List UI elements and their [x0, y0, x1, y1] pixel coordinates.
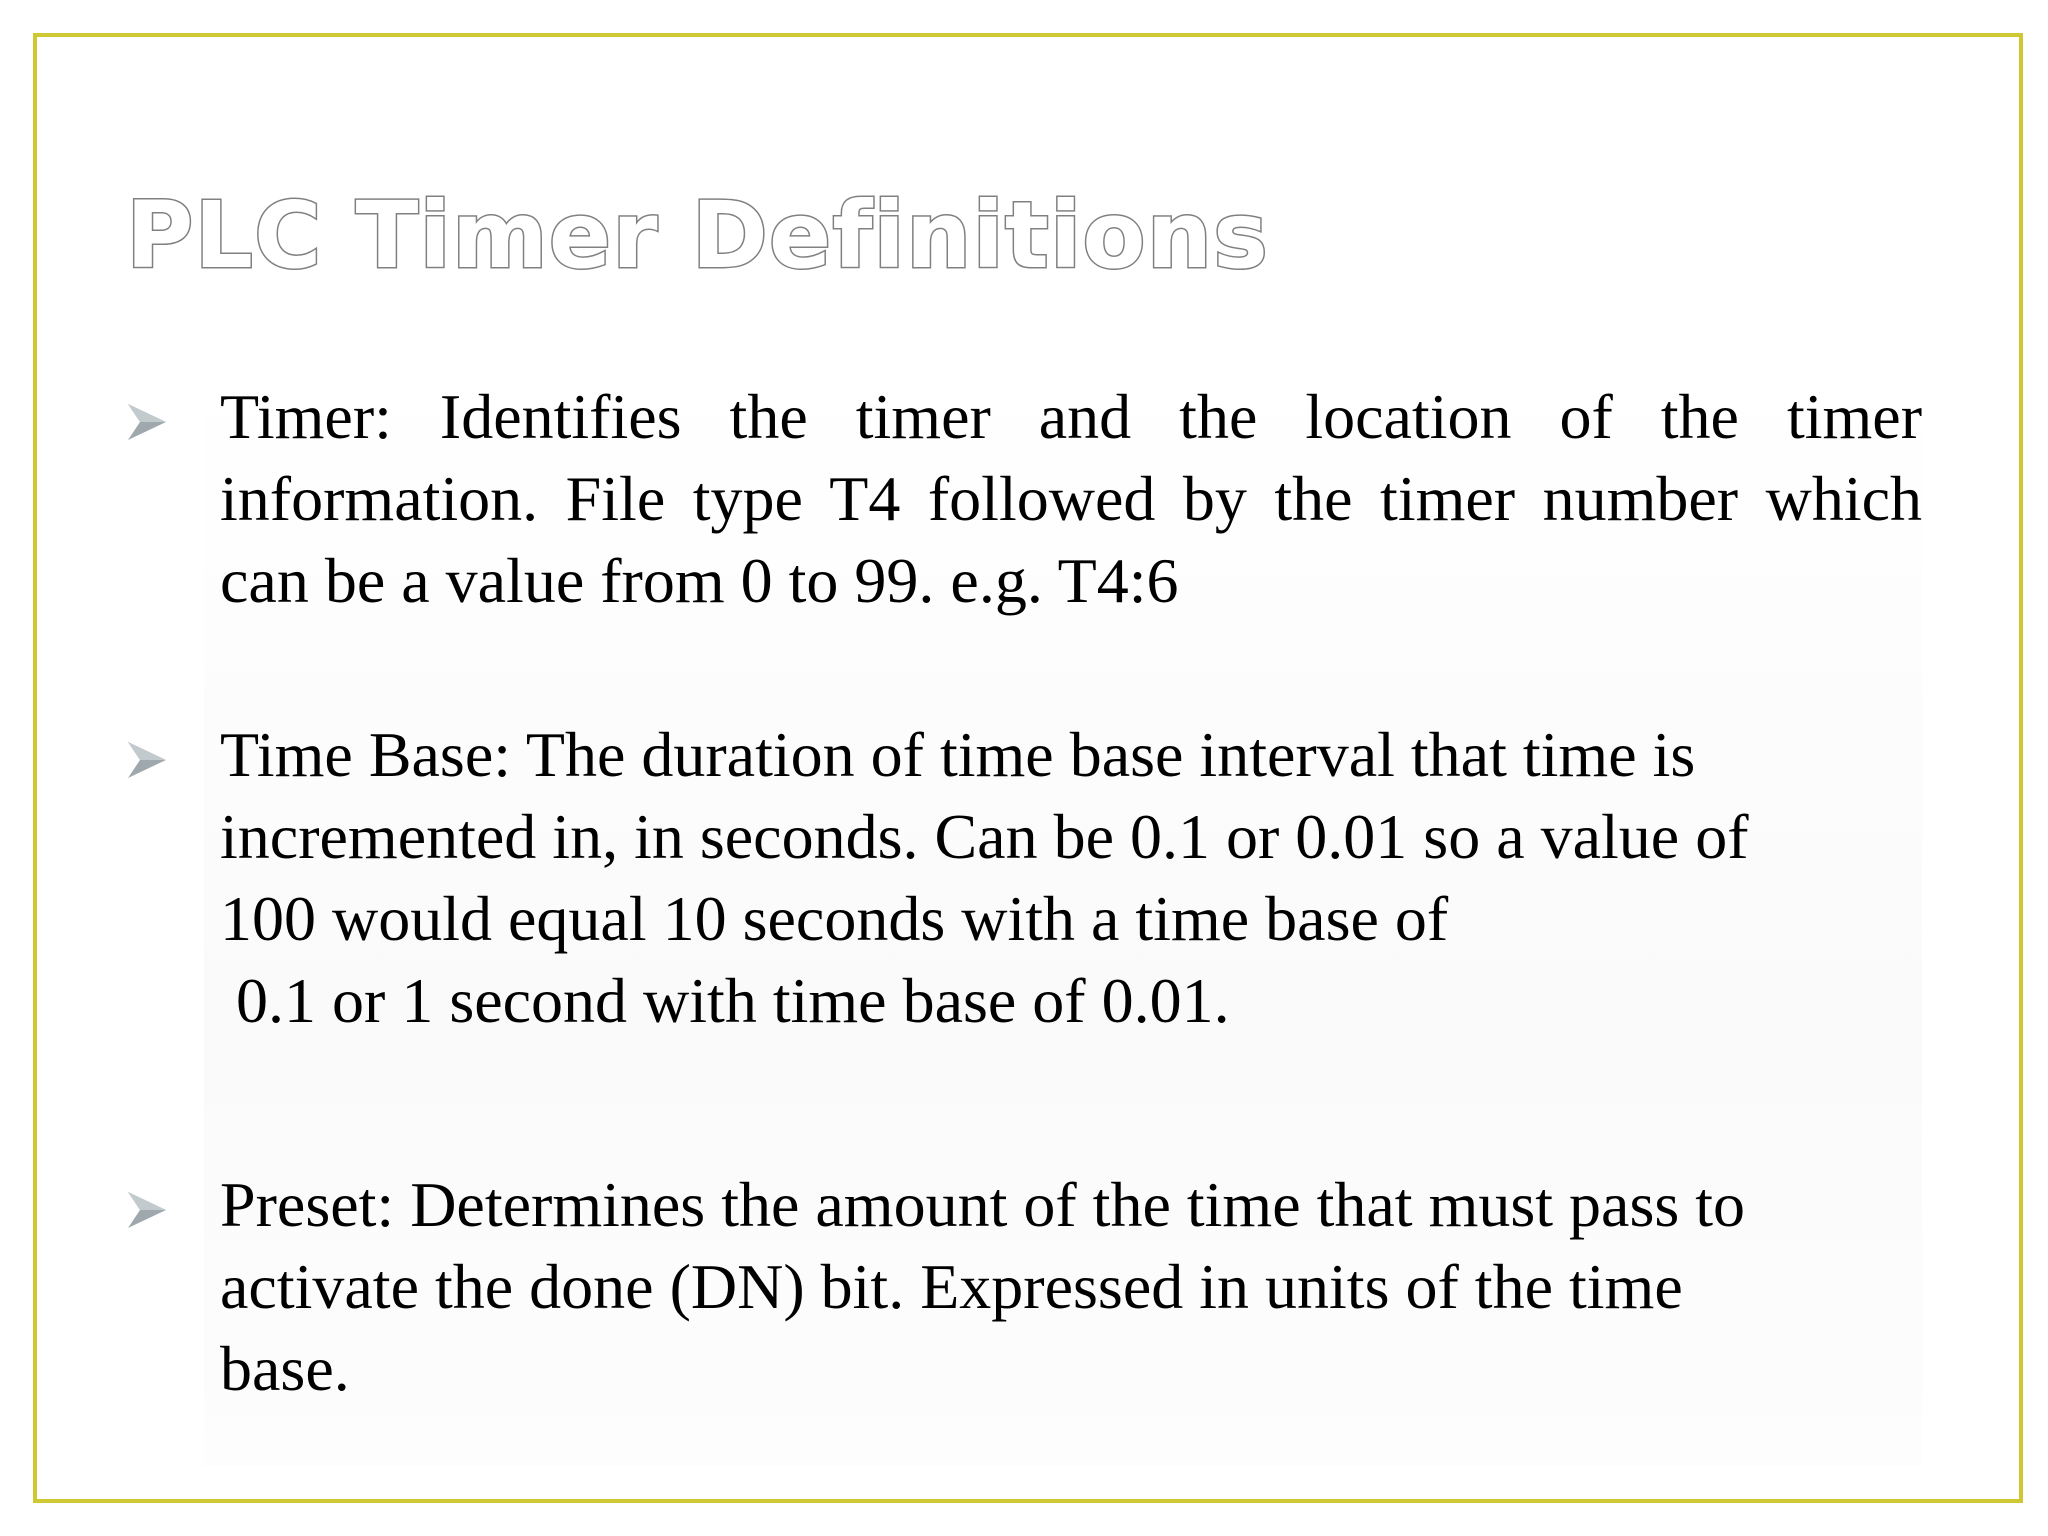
arrowhead-bullet-icon [126, 1164, 220, 1410]
arrowhead-bullet-icon [126, 376, 220, 622]
bullet-text-timer: Timer: Identifies the timer and the location of the timer information. File type T4 followed by the timer number which can be a value from 0 to 99. e.g. T4:6 [220, 381, 1922, 616]
bullet-text-time-base [220, 714, 1922, 1042]
bullet-text-line: base. [220, 1333, 350, 1404]
bullet-text-line: Time Base: The duration of time base interval that time is [220, 719, 1696, 790]
slide-title: PLC Timer Definitions [126, 182, 1269, 289]
bullet-text-line: activate the done (DN) bit. Expressed in units of the time [220, 1251, 1683, 1322]
bullet-text-line: incremented in, in seconds. Can be 0.1 or 0.01 so a value of [220, 801, 1749, 872]
bullet-text-line: 0.1 or 1 second with time base of 0.01. [220, 965, 1230, 1036]
arrowhead-bullet-icon [126, 714, 220, 1042]
bullet-item-time-base [126, 714, 1922, 1042]
bullet-item-timer [126, 376, 1922, 622]
bullet-text-preset [220, 1164, 1922, 1410]
bullet-text-line: 100 would equal 10 seconds with a time base of [220, 883, 1449, 954]
bullet-text-line: Preset: Determines the amount of the time that must pass to [220, 1169, 1746, 1240]
bullet-item-preset [126, 1164, 1922, 1410]
